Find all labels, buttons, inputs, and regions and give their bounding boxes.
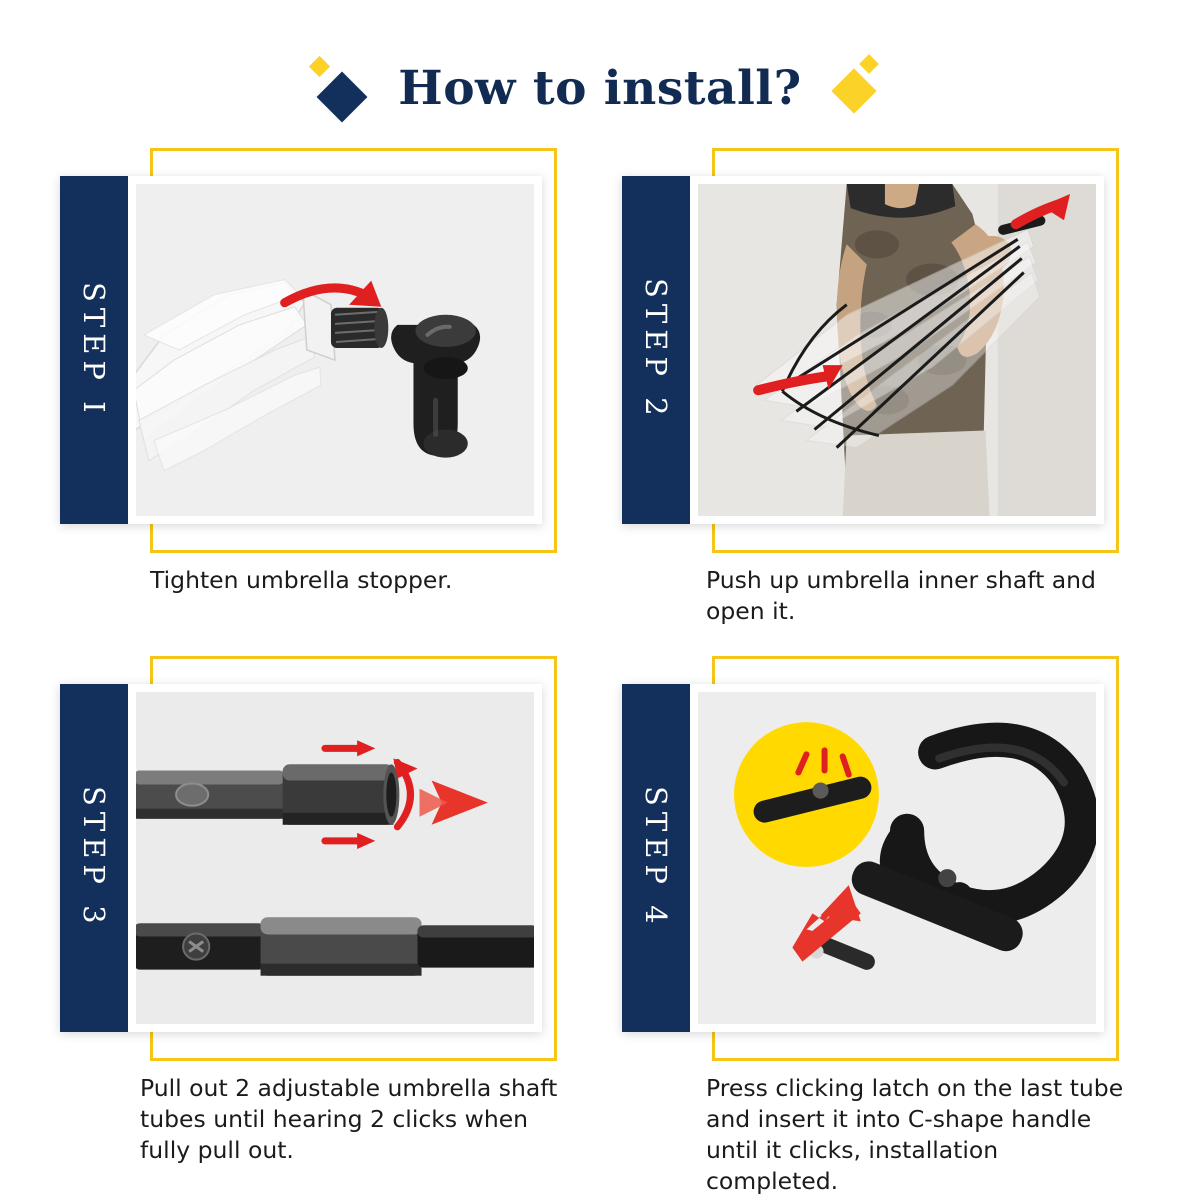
step-1-card [60, 176, 542, 524]
step-4-illustration [698, 692, 1096, 1024]
step-3-label-bar [60, 684, 128, 1032]
step-3-caption: Pull out 2 adjustable umbrella shaft tubes until hearing 2 clicks when fully pull out. [140, 1074, 558, 1165]
step-4-label: STEP 4 [639, 786, 673, 930]
step-2-card [622, 176, 1104, 524]
step-3-card [60, 684, 542, 1032]
step-4-image [698, 692, 1096, 1024]
step-2-caption: Push up umbrella inner shaft and open it. [706, 566, 1096, 626]
step-4-card [622, 684, 1104, 1032]
step-1-label-bar [60, 176, 128, 524]
step-card-3 [30, 648, 578, 1166]
step-1-caption: Tighten umbrella stopper. [150, 566, 453, 594]
step-2-image [698, 184, 1096, 516]
navy-diamond-icon [310, 57, 372, 119]
step-2-label-bar [622, 176, 690, 524]
yellow-diamond-icon [828, 57, 890, 119]
step-2-label: STEP 2 [639, 278, 673, 422]
step-1-illustration [136, 184, 534, 516]
page-title: How to install? [398, 60, 802, 116]
step-3-label: STEP 3 [77, 786, 111, 930]
step-2-illustration [698, 184, 1096, 516]
step-3-image [136, 692, 534, 1024]
step-card-1 [30, 140, 578, 596]
step-card-4 [592, 648, 1140, 1197]
page-title-row [0, 48, 1200, 128]
step-1-image [136, 184, 534, 516]
step-3-illustration [136, 692, 534, 1024]
step-4-label-bar [622, 684, 690, 1032]
step-1-label: STEP I [77, 281, 111, 419]
step-card-2 [592, 140, 1140, 627]
step-4-caption: Press clicking latch on the last tube and insert it into C-shape handle until it clicks, installation completed. [706, 1074, 1124, 1196]
